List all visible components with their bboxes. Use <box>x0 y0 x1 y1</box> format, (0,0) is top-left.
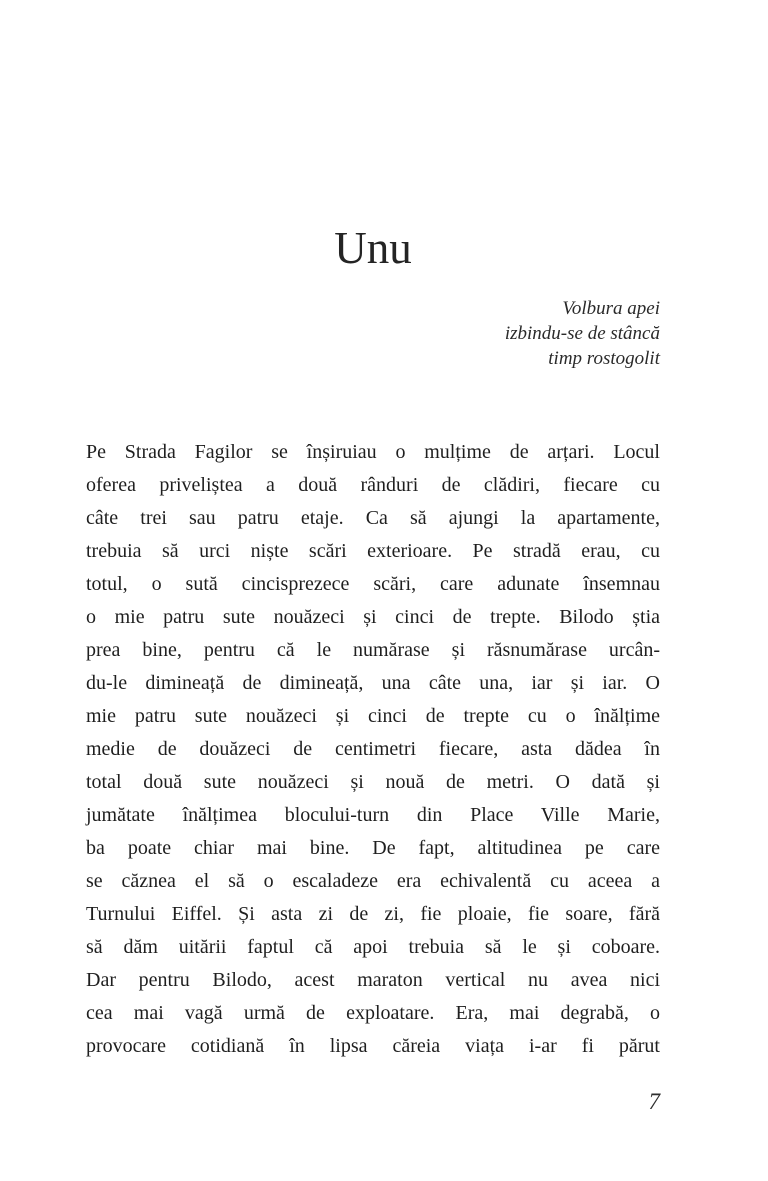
chapter-title: Unu <box>334 223 412 273</box>
body-line: Pe Strada Fagilor se înșiruiau o mulțime de arțari. Locul <box>86 441 660 463</box>
body-line: se căznea el să o escaladeze era echivalentă cu aceea a <box>86 870 660 892</box>
body-line: oferea priveliștea a două rânduri de clădiri, fiecare cu <box>86 474 660 496</box>
body-line: prea bine, pentru că le numărase și răsnumărase urcân- <box>86 639 660 661</box>
body-line: totul, o sută cincisprezece scări, care adunate însemnau <box>86 573 660 595</box>
epigraph-line: izbindu-se de stâncă <box>504 323 660 344</box>
epigraph <box>86 296 660 371</box>
page-number: 7 <box>648 1089 660 1114</box>
body-line: o mie patru sute nouăzeci și cinci de trepte. Bilodo știa <box>86 606 660 628</box>
body-line: medie de douăzeci de centimetri fiecare, asta dădea în <box>86 738 660 760</box>
epigraph-line: Volbura apei <box>562 298 660 319</box>
body-line: jumătate înălțimea blocului-turn din Place Ville Marie, <box>86 804 660 826</box>
body-line: du-le dimineață de dimineață, una câte una, iar și iar. O <box>86 672 660 694</box>
body-line: să dăm uitării faptul că apoi trebuia să le și coboare. <box>86 936 660 958</box>
body-line: Dar pentru Bilodo, acest maraton vertical nu avea nici <box>86 969 660 991</box>
body-line: Turnului Eiffel. Și asta zi de zi, fie ploaie, fie soare, fără <box>86 903 660 925</box>
epigraph-line: timp rostogolit <box>548 348 660 369</box>
body-line: câte trei sau patru etaje. Ca să ajungi la apartamente, <box>86 507 660 529</box>
body-line: trebuia să urci niște scări exterioare. Pe stradă erau, cu <box>86 540 660 562</box>
body-line: mie patru sute nouăzeci și cinci de trepte cu o înălțime <box>86 705 660 727</box>
body-line: total două sute nouăzeci și nouă de metri. O dată și <box>86 771 660 793</box>
body-line: ba poate chiar mai bine. De fapt, altitudinea pe care <box>86 837 660 859</box>
body-line: cea mai vagă urmă de exploatare. Era, mai degrabă, o <box>86 1002 660 1024</box>
body-line: provocare cotidiană în lipsa căreia viața i-ar fi părut <box>86 1035 660 1057</box>
body-paragraph <box>86 436 660 1063</box>
